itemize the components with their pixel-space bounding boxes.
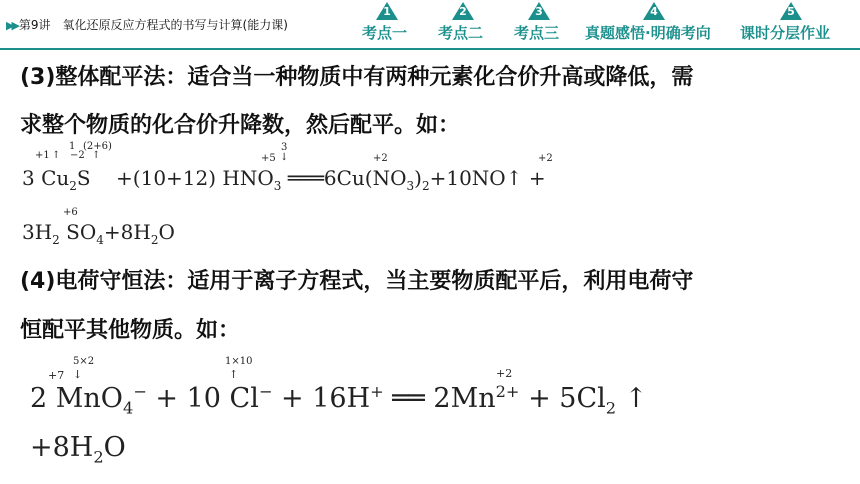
electron-count-label: 1 — [69, 141, 76, 152]
para3-line1: (3)整体配平法：适合当一种物质中有两种元素化合价升高或降低，需 — [20, 65, 694, 90]
oxidation-label: +7 — [48, 369, 65, 382]
nav-number: 1 — [383, 5, 391, 18]
nav-number: 5 — [787, 5, 795, 18]
equation-1-line2: $3H_2$ $SO_4+8H_2O$ — [22, 220, 175, 247]
lesson-title-text: 第9讲 氧化还原反应方程式的书写与计算(能力课) — [18, 18, 288, 32]
nav-label: 考点一 — [362, 24, 408, 42]
oxidation-label: −2 — [70, 150, 85, 161]
electron-count-label: 3 — [281, 142, 288, 153]
equation-2-line2: $+8H_2O$ — [30, 432, 126, 467]
nav-number: 3 — [535, 5, 543, 18]
header-bar — [0, 0, 860, 50]
oxidation-label: +5 — [261, 153, 276, 164]
electron-count-label: 5×2 — [73, 356, 95, 367]
nav-label: 课时分层作业 — [740, 24, 831, 42]
electron-count-label: (2+6) — [83, 141, 112, 152]
up-arrow-icon: ↑ — [52, 150, 61, 161]
up-arrow-icon: ↑ — [92, 150, 101, 161]
down-arrow-icon: ↓ — [73, 368, 83, 381]
oxidation-label: +2 — [496, 367, 513, 380]
oxidation-label: +2 — [538, 153, 553, 164]
up-arrow-icon: ↑ — [229, 368, 239, 381]
nav-label: 考点二 — [438, 24, 484, 42]
lesson-title — [6, 18, 336, 33]
nav-label: 考点三 — [514, 24, 560, 42]
header-divider — [0, 48, 860, 50]
equation-2-line1: 2 MnO$_4$− + 10 Cl− + 16H+ ══ $2Mn^{2+} + 5Cl_2$ ↑ — [30, 382, 648, 418]
equation-1-line1: 3 $Cu_2S$ +(10+12) $HNO_3$ $═══6Cu(NO_3)_2+10NO↑$ + — [22, 166, 546, 193]
nav-number: 4 — [650, 5, 658, 18]
oxidation-label: +1 — [35, 150, 50, 161]
nav-number: 2 — [459, 5, 467, 18]
para4-line2: 恒配平其他物质。如： — [20, 318, 241, 343]
down-arrow-icon: ↓ — [280, 152, 289, 163]
para4-line1: (4)电荷守恒法：适用于离子方程式，当主要物质配平后，利用电荷守 — [20, 269, 694, 294]
play-arrow-icon: ▶▶ — [6, 19, 17, 32]
oxidation-label: +2 — [373, 153, 388, 164]
nav-label: 真题感悟·明确考向 — [585, 24, 711, 42]
oxidation-label: +6 — [63, 207, 78, 218]
electron-count-label: 1×10 — [225, 356, 253, 367]
para3-line2: 求整个物质的化合价升降数，然后配平。如： — [20, 113, 461, 138]
